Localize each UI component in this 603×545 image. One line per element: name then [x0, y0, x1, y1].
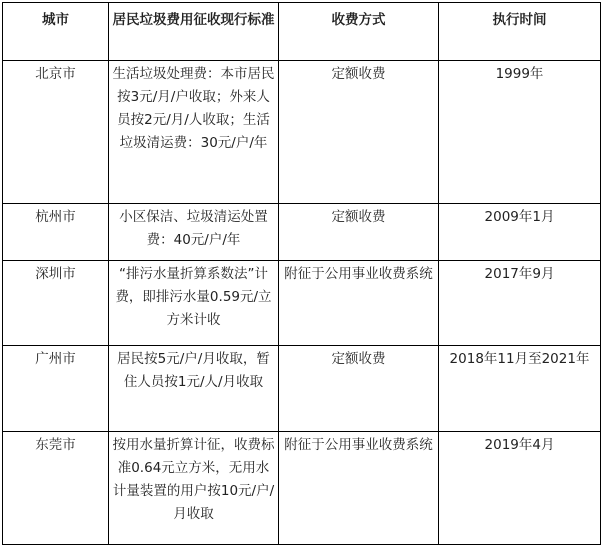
cell-city: 东莞市	[3, 432, 109, 545]
table-row	[3, 432, 601, 545]
cell-time: 1999年	[439, 61, 601, 204]
cell-method: 定额收费	[279, 204, 439, 261]
cell-standard: 居民按5元/户/月收取，暂住人员按1元/人/月收取	[109, 346, 279, 432]
cell-city: 北京市	[3, 61, 109, 204]
cell-city: 广州市	[3, 346, 109, 432]
cell-standard: “排污水量折算系数法”计费，即排污水量0.59元/立方米计收	[109, 261, 279, 346]
table-header-row	[3, 3, 601, 61]
cell-city: 杭州市	[3, 204, 109, 261]
cell-time: 2009年1月	[439, 204, 601, 261]
header-city: 城市	[3, 3, 109, 61]
cell-standard: 按用水量折算计征，收费标准0.64元立方米，无用水计量装置的用户按10元/户/月收取	[109, 432, 279, 545]
cell-time: 2017年9月	[439, 261, 601, 346]
cell-method: 定额收费	[279, 346, 439, 432]
table-row	[3, 61, 601, 204]
cell-method: 附征于公用事业收费系统	[279, 432, 439, 545]
cell-method: 定额收费	[279, 61, 439, 204]
cell-city: 深圳市	[3, 261, 109, 346]
garbage-fee-table	[2, 2, 601, 545]
cell-standard: 生活垃圾处理费：本市居民按3元/月/户收取；外来人员按2元/月/人收取；生活垃圾清运费：30元/户/年	[109, 61, 279, 204]
header-method: 收费方式	[279, 3, 439, 61]
cell-method: 附征于公用事业收费系统	[279, 261, 439, 346]
header-time: 执行时间	[439, 3, 601, 61]
table-row	[3, 261, 601, 346]
cell-time: 2018年11月至2021年	[439, 346, 601, 432]
table-row	[3, 346, 601, 432]
cell-time: 2019年4月	[439, 432, 601, 545]
cell-standard: 小区保洁、垃圾清运处置费：40元/户/年	[109, 204, 279, 261]
table-row	[3, 204, 601, 261]
header-standard: 居民垃圾费用征收现行标准	[109, 3, 279, 61]
